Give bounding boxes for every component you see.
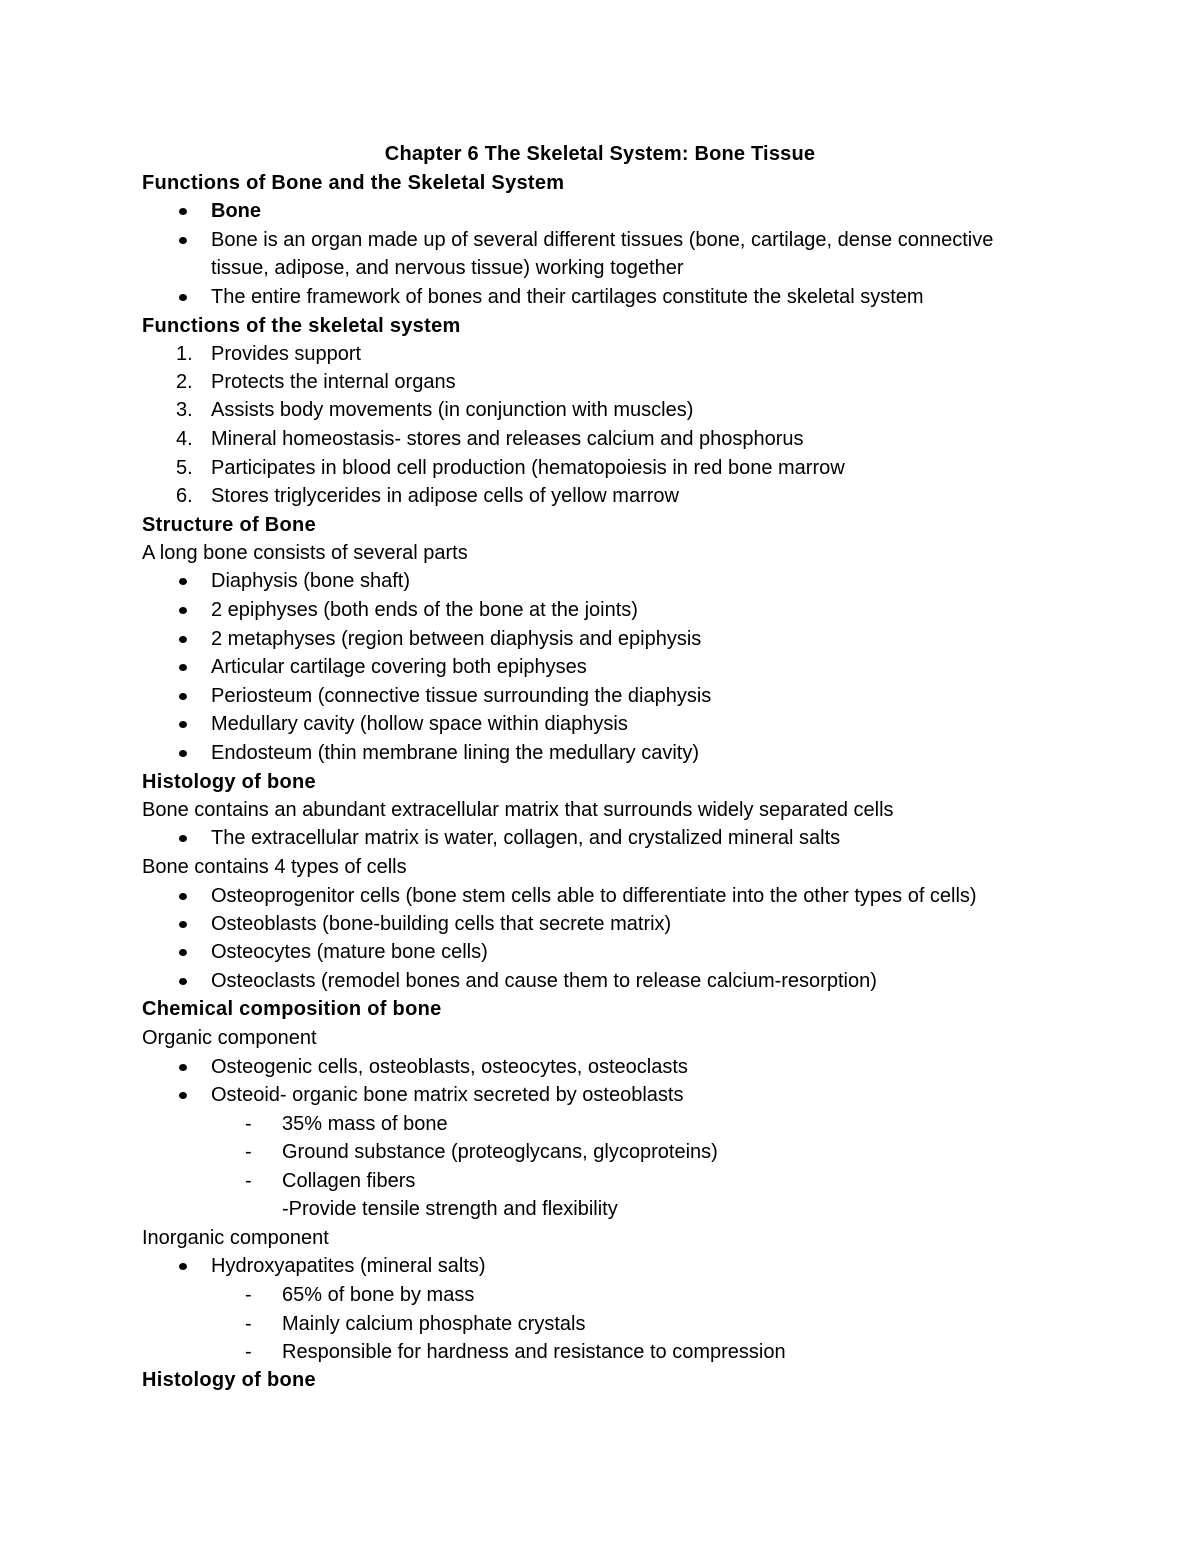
bullet-icon	[179, 1092, 187, 1099]
page-title: Chapter 6 The Skeletal System: Bone Tissue	[384, 143, 816, 165]
bullet-icon	[179, 294, 187, 301]
bullet-icon	[179, 949, 187, 956]
bullet-icon	[179, 921, 187, 928]
bullet-icon	[179, 664, 187, 671]
bullet-icon	[179, 721, 187, 728]
bullet-icon	[179, 237, 187, 244]
list-item-continuation: tissue, adipose, and nervous tissue) working together	[211, 257, 684, 279]
paragraph: Organic component	[142, 1027, 317, 1049]
section-heading-histology-2: Histology of bone	[142, 1369, 316, 1391]
section-heading-structure: Structure of Bone	[142, 514, 316, 536]
bullet-icon	[179, 636, 187, 643]
section-heading-functions-skeletal: Functions of the skeletal system	[142, 315, 461, 337]
bullet-icon	[179, 208, 187, 215]
bullet-icon	[179, 607, 187, 614]
paragraph: Bone contains an abundant extracellular matrix that surrounds widely separated cells	[142, 799, 894, 821]
bullet-icon	[179, 835, 187, 842]
bullet-icon	[179, 693, 187, 700]
section-heading-functions-bone: Functions of Bone and the Skeletal System	[142, 172, 565, 194]
section-heading-histology: Histology of bone	[142, 771, 316, 793]
section-heading-chemical: Chemical composition of bone	[142, 998, 442, 1020]
bullet-icon	[179, 893, 187, 900]
document-page: Chapter 6 The Skeletal System: Bone Tissue Functions of Bone and the Skeletal System Bone Bone is an organ made up of several different tissues (bone, cartilage, dense connective tissue, adipose, and nervous tissue) working together The entire framework of bones and their cartilages constitute the skeletal system Functions of the skeletal system 1. Provides support 2. Protects the internal organs 3. Assists body movements (in conjunction with muscles) 4. Mineral homeostasis- stores and releases calcium and phosphorus 5. Participates in blood cell production (hematopoiesis in red bone marrow 6. Stores triglycerides in adipose cells of yellow marrow Structure of Bone A long bone consists of several parts Diaphysis (bone shaft) 2 epiphyses (both ends of the bone at the joints) 2 metaphyses (region between diaphysis and epiphysis Articular cartilage covering both epiphyses Periosteum (connective tissue surrounding the diaphysis Medullary cavity (hollow space within diaphysis Endosteum (thin membrane lining the medullary cavity) Histology of bone Bone contains an abundant extracellular matrix that surrounds widely separated cells The extracellular matrix is water, collagen, and crystalized mineral salts Bone contains 4 types of cells Osteoprogenitor cells (bone stem cells able to differentiate into the other types of cells) Osteoblasts (bone-building cells that secrete matrix) Osteocytes (mature bone cells) Osteoclasts (remodel bones and cause them to release calcium-resorption) Chemical composition of bone Organic component Osteogenic cells, osteoblasts, osteocytes, osteoclasts Osteoid- organic bone matrix secreted by osteoblasts - 35% mass of bone - Ground substance (proteoglycans, glycoproteins) - Collagen fibers -Provide tensile strength and flexibility Inorganic component Hydroxyapatites (mineral salts) - 65% of bone by mass - Mainly calcium phosphate crystals - Responsible for hardness and resistance to compression Histology of bone	[0, 0, 1200, 1553]
paragraph: Inorganic component	[142, 1227, 329, 1249]
bullet-icon	[179, 1064, 187, 1071]
bullet-icon	[179, 1263, 187, 1270]
bullet-icon	[179, 978, 187, 985]
paragraph: A long bone consists of several parts	[142, 542, 468, 564]
sub-list-note: -Provide tensile strength and flexibility	[282, 1198, 618, 1220]
paragraph: Bone contains 4 types of cells	[142, 856, 407, 878]
bullet-icon	[179, 750, 187, 757]
bullet-icon	[179, 578, 187, 585]
